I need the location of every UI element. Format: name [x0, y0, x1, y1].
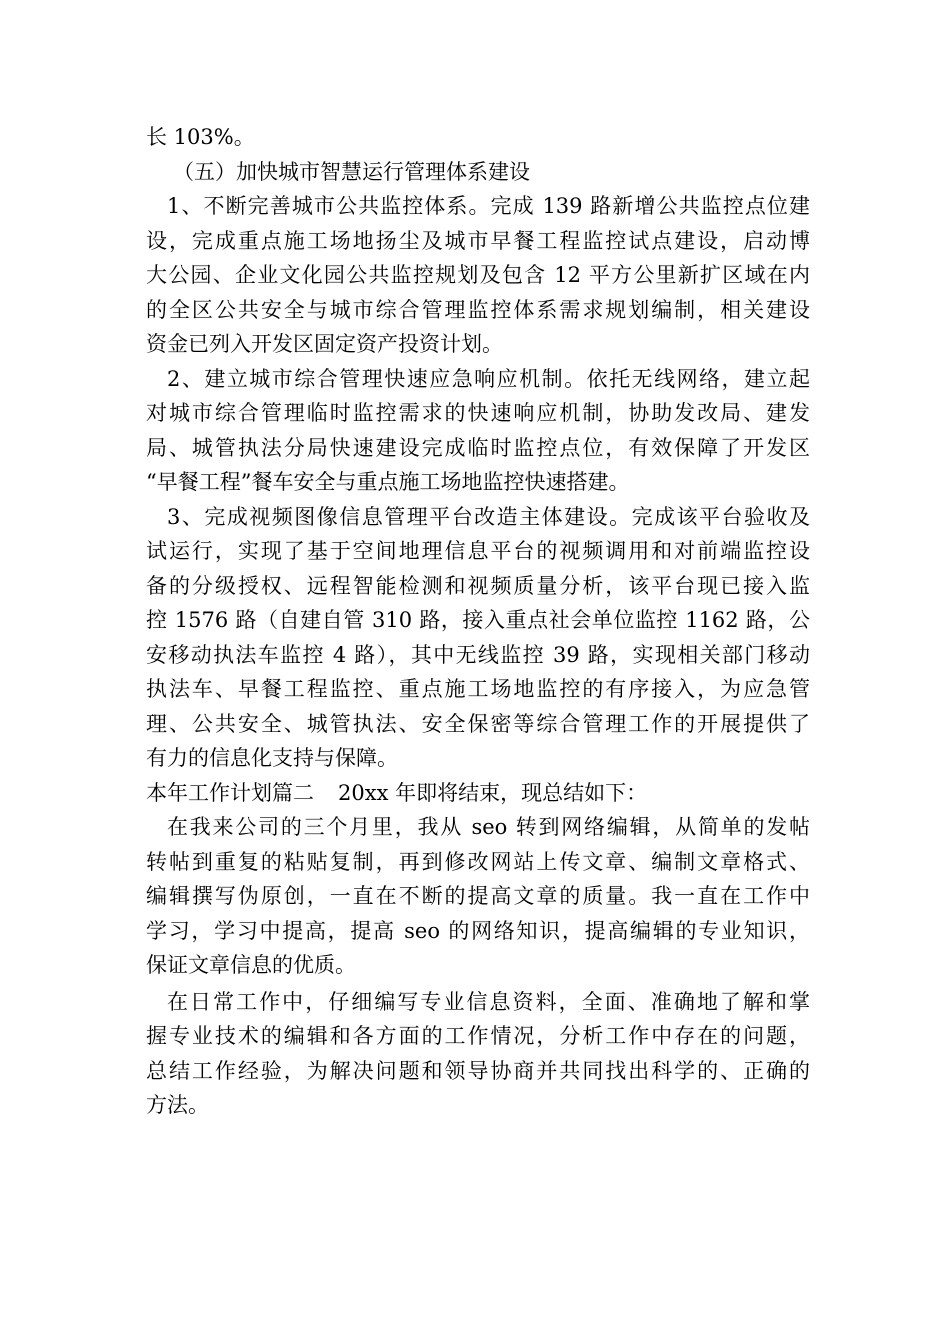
text-line: 转帖到重复的粘贴复制，再到修改网站上传文章、编制文章格式、	[146, 849, 810, 874]
text-line: 控 1576 路（自建自管 310 路，接入重点社会单位监控 1162 路，公	[146, 608, 810, 632]
text-line: 3、完成视频图像信息管理平台改造主体建设。完成该平台验收及	[167, 504, 810, 529]
document-page	[146, 120, 810, 1123]
text-line: 有力的信息化支持与保障。	[146, 746, 398, 770]
text-line: 安移动执法车监控 4 路），其中无线监控 39 路，实现相关部门移动	[146, 642, 810, 667]
text-line: 总结工作经验，为解决问题和领导协商并共同找出科学的、正确的	[146, 1058, 810, 1083]
text-line: 2、建立城市综合管理快速应急响应机制。依托无线网络，建立起	[167, 366, 810, 391]
article-title-line	[146, 776, 810, 811]
text-line: 设，完成重点施工场地扬尘及城市早餐工程监控试点建设，启动博	[146, 228, 810, 253]
text-line: 编辑撰写伪原创，一直在不断的提高文章的质量。我一直在工作中	[146, 884, 810, 908]
text-line: 资金已列入开发区固定资产投资计划。	[146, 332, 503, 356]
text-line: 在我来公司的三个月里，我从 seo 转到网络编辑，从简单的发帖	[167, 815, 810, 839]
text-line: 长 103%。	[146, 125, 255, 149]
text-line: 握专业技术的编辑和各方面的工作情况，分析工作中存在的问题，	[146, 1024, 810, 1048]
article-title: 本年工作计划篇二	[146, 780, 314, 805]
text-line: 对城市综合管理临时监控需求的快速响应机制，协助发改局、建发	[146, 401, 810, 425]
text-line: 备的分级授权、远程智能检测和视频质量分析，该平台现已接入监	[146, 573, 810, 598]
text-line: 大公园、企业文化园公共监控规划及包含 12 平方公里新扩区域在内	[146, 263, 810, 287]
text-line: 执法车、早餐工程监控、重点施工场地监控的有序接入，为应急管	[146, 677, 810, 701]
text-line: 方法。	[146, 1093, 209, 1117]
text-line: 的全区公共安全与城市综合管理监控体系需求规划编制，相关建设	[146, 297, 810, 322]
text-line: 在日常工作中，仔细编写专业信息资料，全面、准确地了解和掌	[167, 989, 810, 1014]
text-line: 理、公共安全、城管执法、安全保密等综合管理工作的开展提供了	[146, 711, 810, 736]
text-line: “早餐工程”餐车安全与重点施工场地监控快速搭建。	[146, 470, 630, 494]
section-heading: （五）加快城市智慧运行管理体系建设	[173, 159, 530, 184]
text-line: 试运行，实现了基于空间地理信息平台的视频调用和对前端监控设	[146, 539, 810, 563]
text-line: 局、城管执法分局快速建设完成临时监控点位，有效保障了开发区	[146, 435, 810, 460]
text-line: 保证文章信息的优质。	[146, 953, 356, 977]
intro-text: 20xx 年即将结束，现总结如下：	[338, 780, 648, 805]
text-line: 1、不断完善城市公共监控体系。完成 139 路新增公共监控点位建	[167, 194, 810, 218]
text-line: 学习，学习中提高，提高 seo 的网络知识，提高编辑的专业知识，	[146, 918, 810, 943]
